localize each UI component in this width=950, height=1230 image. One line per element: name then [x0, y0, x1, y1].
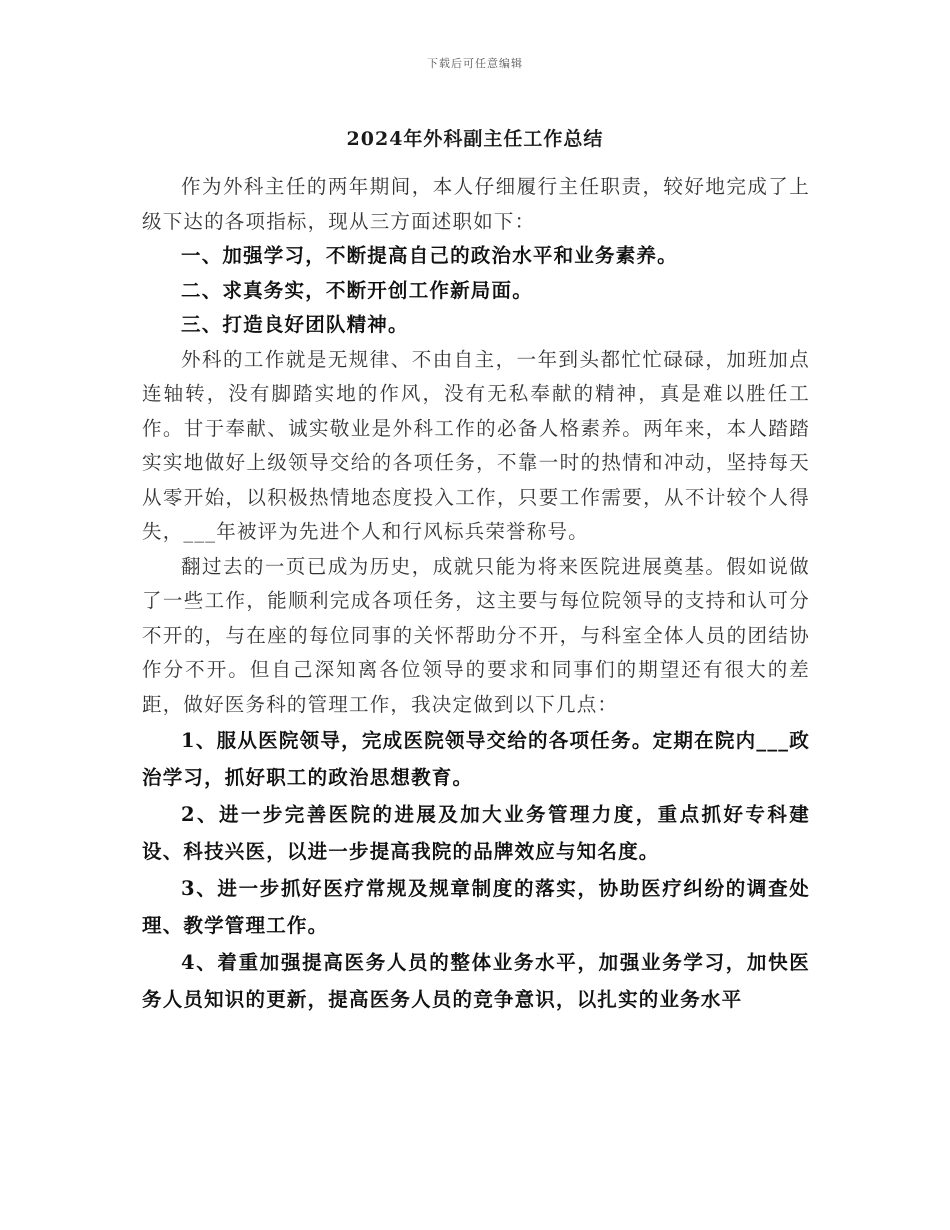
plan-item-4: 4、着重加强提高医务人员的整体业务水平，加强业务学习，加快医务人员知识的更新，提高医务人员的竞争意识，以扎实的业务水平: [142, 951, 810, 1011]
section-heading-2: 二、求真务实，不断开创工作新局面。: [181, 278, 533, 302]
plan-item-2: 2、进一步完善医院的进展及加大业务管理力度，重点抓好专科建设、科技兴医，以进一步提高我院的品牌效应与知名度。: [142, 803, 810, 863]
document-body: [142, 170, 810, 1018]
plan-item-1: 1、服从医院领导，完成医院领导交给的各项任务。定期在院内___政治学习，抓好职工的政治思想教育。: [142, 729, 810, 789]
intro-paragraph: 作为外科主任的两年期间，本人仔细履行主任职责，较好地完成了上级下达的各项指标，现从三方面述职如下：: [142, 175, 810, 233]
header-note: 下载后可任意编辑: [427, 57, 523, 70]
section-heading-3: 三、打造良好团队精神。: [181, 313, 409, 336]
body-paragraph-work: 外科的工作就是无规律、不由自主，一年到头都忙忙碌碌，加班加点连轴转，没有脚踏实地的作风，没有无私奉献的精神，真是难以胜任工作。甘于奉献、诚实敬业是外科工作的必备人格素养。两年来，本人踏踏实实地做好上级领导交给的各项任务，不靠一时的热情和冲动，坚持每天从零开始，以积极热情地态度投入工作，只要工作需要，从不计较个人得失，___年被评为先进个人和行风标兵荣誉称号。: [142, 347, 810, 543]
plan-item-3: 3、进一步抓好医疗常规及规章制度的落实，协助医疗纠纷的调查处理、教学管理工作。: [142, 877, 810, 937]
document-title: 2024年外科副主任工作总结: [346, 128, 604, 150]
body-paragraph-reflection: 翻过去的一页已成为历史，成就只能为将来医院进展奠基。假如说做了一些工作，能顺利完成各项任务，这主要与每位院领导的支持和认可分不开的，与在座的每位同事的关怀帮助分不开，与科室全体人员的团结协作分不开。但自己深知离各位领导的要求和同事们的期望还有很大的差距，做好医务科的管理工作，我决定做到以下几点：: [142, 554, 810, 716]
section-heading-1: 一、加强学习，不断提高自己的政治水平和业务素养。: [181, 244, 678, 267]
